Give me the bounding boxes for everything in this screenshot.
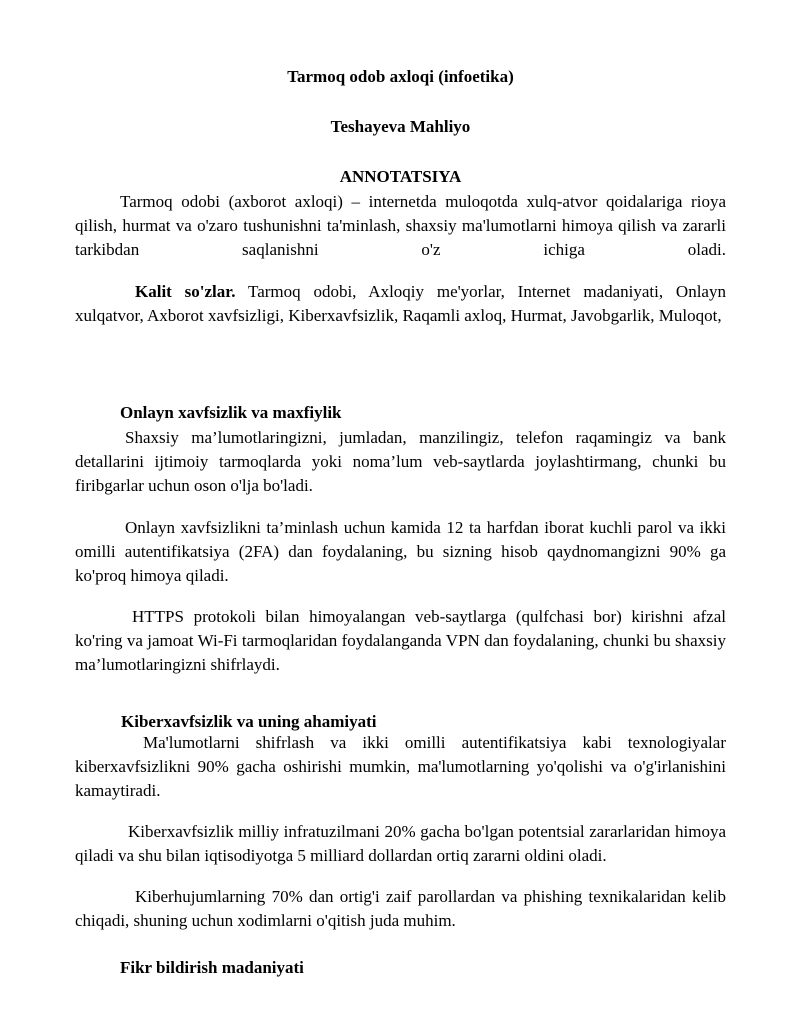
keywords-text: Tarmoq odobi, Axloqiy me'yorlar, Internet madaniyati, Onlayn xulqatvor, Axborot xavfsizligi, Kiberxavfsizlik, Raqamli axloq, Hurmat, Javobgarlik, Muloqot, — [75, 282, 726, 325]
section1-paragraph: HTTPS protokoli bilan himoyalangan veb-saytlarga (qulfchasi bor) kirishni afzal ko'ring va jamoat Wi-Fi tarmoqlaridan foydalanganda VPN dan foydalaning, chunki bu shaxsiy ma’lumotlaringizni shifrlaydi. — [75, 607, 726, 674]
document-page — [75, 0, 726, 1035]
abstract-paragraph: Tarmoq odobi (axborot axloqi) – internetda muloqotda xulq-atvor qoidalariga rioya qilish, hurmat va o'zaro tushunishni ta'minlash, shaxsiy ma'lumotlarni himoya qilish va zararli tarkibdan saqlanishni o'z ichiga oladi. — [75, 192, 726, 259]
section2-paragraph: Kiberhujumlarning 70% dan ortig'i zaif parollardan va phishing texnikalaridan kelib chiqadi, shuning uchun xodimlarni o'qitish juda muhim. — [75, 887, 726, 930]
keywords-paragraph — [75, 280, 726, 328]
section-heading-feedback-culture: Fikr bildirish madaniyati — [120, 958, 304, 977]
keywords-label: Kalit so'zlar. — [135, 282, 236, 301]
abstract-heading: ANNOTATSIYA — [339, 167, 462, 186]
document-author: Teshayeva Mahliyo — [330, 117, 471, 136]
document-title: Tarmoq odob axloqi (infoetika) — [287, 67, 514, 86]
section2-paragraph: Kiberxavfsizlik milliy infratuzilmani 20% gacha bo'lgan potentsial zararlaridan himoya qiladi va shu bilan iqtisodiyotga 5 milliard dollardan ortiq zararni oldini oladi. — [75, 822, 726, 865]
section-heading-online-security: Onlayn xavfsizlik va maxfiylik — [120, 403, 342, 422]
section1-paragraph: Shaxsiy ma’lumotlaringizni, jumladan, manzilingiz, telefon raqamingiz va bank detallarini ijtimoiy tarmoqlarda yoki noma’lum veb-saytlarda joylashtirmang, chunki bu firibgarlar uchun oson o'lja bo'ladi. — [75, 428, 726, 495]
section-heading-cybersecurity: Kiberxavfsizlik va uning ahamiyati — [121, 712, 377, 731]
section1-paragraph: Onlayn xavfsizlikni ta’minlash uchun kamida 12 ta harfdan iborat kuchli parol va ikki omilli autentifikatsiya (2FA) dan foydalaning, bu sizning hisob qaydnomangizni 90% ga ko'proq himoya qiladi. — [75, 518, 726, 585]
section2-paragraph: Ma'lumotlarni shifrlash va ikki omilli autentifikatsiya kabi texnologiyalar kiberxavfsizlikni 90% gacha oshirishi mumkin, ma'lumotlarning yo'qolishi va o'g'irlanishini kamaytiradi. — [75, 733, 726, 800]
